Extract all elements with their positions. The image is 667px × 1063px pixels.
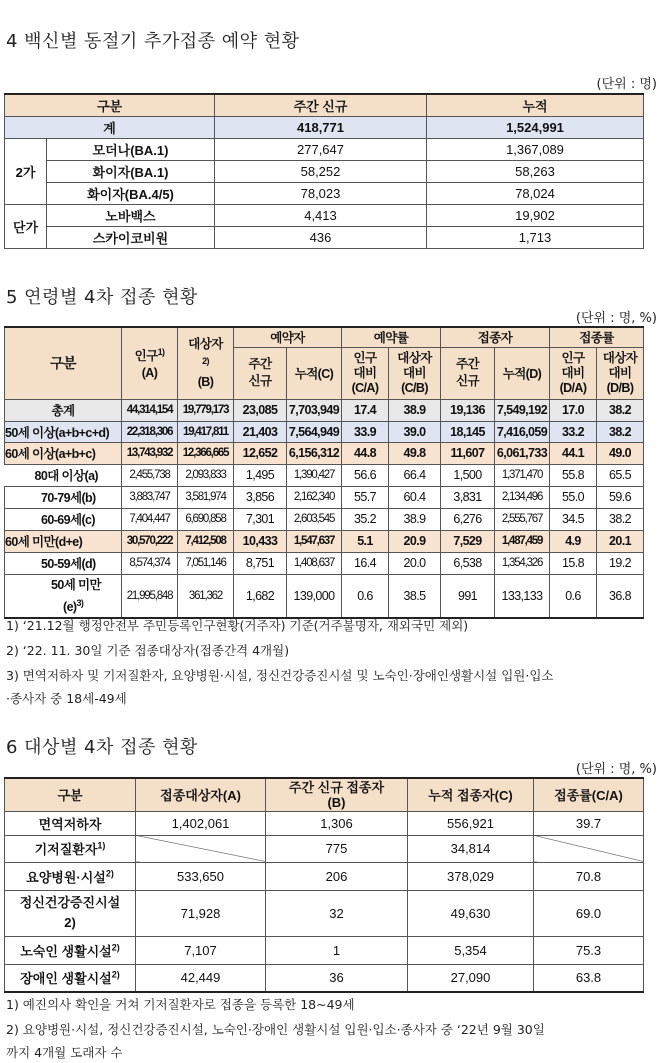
r-weekly: 21,403 [234,421,287,442]
header-vaccination-rate: 접종률 [550,327,644,347]
v-db: 38.2 [597,508,644,530]
table-row [5,964,644,992]
r-weekly: 8,751 [234,552,287,574]
group-bivalent: 2가 [5,138,47,204]
header-cumulative: 누적 접종자(C) [408,778,534,811]
r-weekly: 10,433 [234,530,287,552]
cumulative: 378,029 [408,862,534,890]
v-db: 65.5 [597,464,644,486]
target: 71,928 [136,890,266,936]
v-cum: 1,371,470 [495,464,550,486]
v-db: 36.8 [597,574,644,618]
r-cb: 66.4 [389,464,441,486]
v-cum: 2,134,496 [495,486,550,508]
v-cum: 7,416,059 [495,421,550,442]
pop: 3,883,747 [122,486,178,508]
header-weekly: 주간 신규 접종자 (B) [266,778,408,811]
v-da: 33.2 [550,421,597,442]
row-label: 50-59세(d) [5,552,122,574]
footnote: 2) 요양병원·시설, 정신건강증진시설, 노숙인·장애인 생활시설 입원·입소·종사자 중 ‘22년 9월 30일 [6,1022,545,1037]
v-db: 38.2 [597,421,644,442]
header-cumulative-d: 누적(D) [495,347,550,399]
footnote: 2) ‘22. 11. 30일 기준 접종대상자(접종간격 4개월) [6,643,290,658]
table-row [5,421,644,442]
weekly: 775 [266,835,408,862]
v-da: 55.0 [550,486,597,508]
r-ca: 56.6 [342,464,389,486]
pop: 44,314,154 [122,399,178,421]
header-category: 구분 [5,778,136,811]
header-weekly-new: 주간 신규 [441,347,495,399]
r-ca: 5.1 [342,530,389,552]
cumulative: 556,921 [408,811,534,835]
r-cum: 2,162,340 [287,486,342,508]
header-category: 구분 [5,94,215,116]
table-row [5,226,644,248]
row-label: 70-79세(b) [5,486,122,508]
cumulative-value: 1,367,089 [427,138,644,160]
group-monovalent: 단가 [5,204,47,248]
r-ca: 16.4 [342,552,389,574]
table-row [5,530,644,552]
vaccine-name: 스카이코비원 [47,226,215,248]
table-row [5,160,644,182]
table-row [5,399,644,421]
table-row [5,442,644,464]
target: 1,402,061 [136,811,266,835]
header-reservations: 예약자 [234,327,342,347]
r-weekly: 23,085 [234,399,287,421]
rate: 75.3 [534,936,644,964]
target: 42,449 [136,964,266,992]
weekly: 36 [266,964,408,992]
header-weekly: 주간 신규 [215,94,427,116]
row-label: 정신건강증진시설 2) [5,890,136,936]
row-label: 60세 이상(a+b+c) [5,442,122,464]
r-cb: 49.8 [389,442,441,464]
pop: 8,574,374 [122,552,178,574]
table-row [5,574,644,618]
target: 7,051,146 [178,552,234,574]
weekly: 206 [266,862,408,890]
header-db: 대상자 대비 (D/B) [597,347,644,399]
v-weekly: 7,529 [441,530,495,552]
table-row [5,486,644,508]
weekly: 32 [266,890,408,936]
row-label: 50세 미만 $(e)^{3)}$ [5,574,122,618]
header-cb: 대상자 대비 (C/B) [389,347,441,399]
r-ca: 44.8 [342,442,389,464]
target: 361,362 [178,574,234,618]
r-cb: 38.5 [389,574,441,618]
v-db: 38.2 [597,399,644,421]
target: 12,366,665 [178,442,234,464]
target: 2,093,833 [178,464,234,486]
v-weekly: 6,538 [441,552,495,574]
cumulative-value: 1,713 [427,226,644,248]
rate: 63.8 [534,964,644,992]
r-cb: 38.9 [389,508,441,530]
total-label: 계 [5,116,215,138]
total-weekly: 418,771 [215,116,427,138]
header-reservation-rate: 예약률 [342,327,441,347]
row-label: 60-69세(c) [5,508,122,530]
table-row [5,936,644,964]
pop: 21,995,848 [122,574,178,618]
r-cum: 7,564,949 [287,421,342,442]
header-target: 접종대상자(A) [136,778,266,811]
r-cb: 20.0 [389,552,441,574]
target: 3,581,974 [178,486,234,508]
v-weekly: 6,276 [441,508,495,530]
r-cb: 38.9 [389,399,441,421]
v-weekly: 11,607 [441,442,495,464]
r-cum: 139,000 [287,574,342,618]
header-cumulative: 누적 [427,94,644,116]
weekly: 1 [266,936,408,964]
r-cum: 1,547,637 [287,530,342,552]
r-cum: 2,603,545 [287,508,342,530]
v-cum: 2,555,767 [495,508,550,530]
row-label: 요양병원·시설$^{2)}$ [5,862,136,890]
footnote: 까지 4개월 도래자 수 [6,1045,123,1060]
pop: 7,404,447 [122,508,178,530]
row-label: 노숙인 생활시설$^{2)}$ [5,936,136,964]
header-ca: 인구 대비 (C/A) [342,347,389,399]
r-cum: 6,156,312 [287,442,342,464]
cumulative: 49,630 [408,890,534,936]
r-weekly: 12,652 [234,442,287,464]
v-cum: 1,354,326 [495,552,550,574]
v-weekly: 18,145 [441,421,495,442]
cumulative: 34,814 [408,835,534,862]
weekly-value: 58,252 [215,160,427,182]
vaccine-name: 모더나(BA.1) [47,138,215,160]
header-weekly-new: 주간 신규 [234,347,287,399]
table-row [5,182,644,204]
r-cum: 1,390,427 [287,464,342,486]
vaccine-reservation-table [4,93,644,249]
r-cum: 7,703,949 [287,399,342,421]
r-cb: 20.9 [389,530,441,552]
weekly: 1,306 [266,811,408,835]
pop: 22,318,306 [122,421,178,442]
pop: 13,743,932 [122,442,178,464]
v-weekly: 991 [441,574,495,618]
pop: 30,570,222 [122,530,178,552]
header-vaccinated: 접종자 [441,327,550,347]
r-weekly: 1,682 [234,574,287,618]
pop: 2,455,738 [122,464,178,486]
v-cum: 7,549,192 [495,399,550,421]
target: 19,779,173 [178,399,234,421]
v-weekly: 1,500 [441,464,495,486]
v-weekly: 19,136 [441,399,495,421]
vaccine-name: 화이자(BA.4/5) [47,182,215,204]
v-da: 4.9 [550,530,597,552]
table-row [5,204,644,226]
v-da: 55.8 [550,464,597,486]
target: 7,107 [136,936,266,964]
v-da: 0.6 [550,574,597,618]
rate-na-diagonal [534,835,644,862]
v-cum: 6,061,733 [495,442,550,464]
cumulative: 5,354 [408,936,534,964]
row-label: 면역저하자 [5,811,136,835]
r-weekly: 7,301 [234,508,287,530]
footnote: 1) ‘21.12월 행정안전부 주민등록인구현황(거주자) 기준(거주불명자, 재외국민 제외) [6,618,469,633]
v-da: 44.1 [550,442,597,464]
v-db: 20.1 [597,530,644,552]
r-weekly: 3,856 [234,486,287,508]
table-row [5,811,644,835]
table-row [5,862,644,890]
header-category: 구분 [5,327,122,399]
header-cumulative-c: 누적(C) [287,347,342,399]
row-label: 80대 이상(a) [5,464,122,486]
row-label: 총계 [5,399,122,421]
v-weekly: 3,831 [441,486,495,508]
header-target: 대상자 $^{2)}$ (B) [178,327,234,399]
header-population: 인구$^{1)}$ (A) [122,327,178,399]
cumulative-value: 58,263 [427,160,644,182]
target: 533,650 [136,862,266,890]
vaccine-name: 노바백스 [47,204,215,226]
cumulative-value: 78,024 [427,182,644,204]
cumulative-value: 19,902 [427,204,644,226]
target-na-diagonal [136,835,266,862]
table-row [5,890,644,936]
total-cumulative: 1,524,991 [427,116,644,138]
r-ca: 17.4 [342,399,389,421]
weekly-value: 78,023 [215,182,427,204]
footnote: ·종사자 중 18세-49세 [6,691,127,706]
target: 7,412,508 [178,530,234,552]
row-label: 장애인 생활시설$^{2)}$ [5,964,136,992]
table-row [5,552,644,574]
footnote: 3) 면역저하자 및 기저질환자, 요양병원·시설, 정신건강증진시설 및 노숙인·장애인생활시설 입원·입소 [6,668,554,683]
v-da: 17.0 [550,399,597,421]
table-row [5,138,644,160]
section6-unit: (단위 : 명, %) [575,762,657,777]
r-cum: 1,408,637 [287,552,342,574]
v-cum: 133,133 [495,574,550,618]
r-cb: 60.4 [389,486,441,508]
rate: 69.0 [534,890,644,936]
weekly-value: 436 [215,226,427,248]
v-cum: 1,487,459 [495,530,550,552]
section5-unit: (단위 : 명, %) [575,311,657,326]
table-row [5,508,644,530]
row-label: 50세 이상(a+b+c+d) [5,421,122,442]
header-da: 인구 대비 (D/A) [550,347,597,399]
target-group-vaccination-table [4,777,644,993]
r-ca: 33.9 [342,421,389,442]
target: 19,417,811 [178,421,234,442]
v-db: 19.2 [597,552,644,574]
target: 6,690,858 [178,508,234,530]
table-row [5,464,644,486]
rate: 70.8 [534,862,644,890]
r-cb: 39.0 [389,421,441,442]
v-da: 15.8 [550,552,597,574]
v-db: 59.6 [597,486,644,508]
table-row [5,835,644,862]
header-rate: 접종률(C/A) [534,778,644,811]
row-label: 60세 미만(d+e) [5,530,122,552]
weekly-value: 277,647 [215,138,427,160]
section6-title: 6 대상별 4차 접종 현황 [6,737,198,758]
section5-title: 5 연령별 4차 접종 현황 [6,287,198,308]
r-ca: 0.6 [342,574,389,618]
cumulative: 27,090 [408,964,534,992]
r-weekly: 1,495 [234,464,287,486]
v-db: 49.0 [597,442,644,464]
weekly-value: 4,413 [215,204,427,226]
section4-title: 4 백신별 동절기 추가접종 예약 현황 [6,31,300,52]
vaccine-name: 화이자(BA.1) [47,160,215,182]
section4-unit: (단위 : 명) [596,77,657,92]
r-ca: 55.7 [342,486,389,508]
v-da: 34.5 [550,508,597,530]
r-ca: 35.2 [342,508,389,530]
rate: 39.7 [534,811,644,835]
age-vaccination-table [4,326,644,619]
footnote: 1) 예진의사 확인을 거쳐 기저질환자로 접종을 등록한 18~49세 [6,997,355,1012]
row-label: 기저질환자$^{1)}$ [5,835,136,862]
